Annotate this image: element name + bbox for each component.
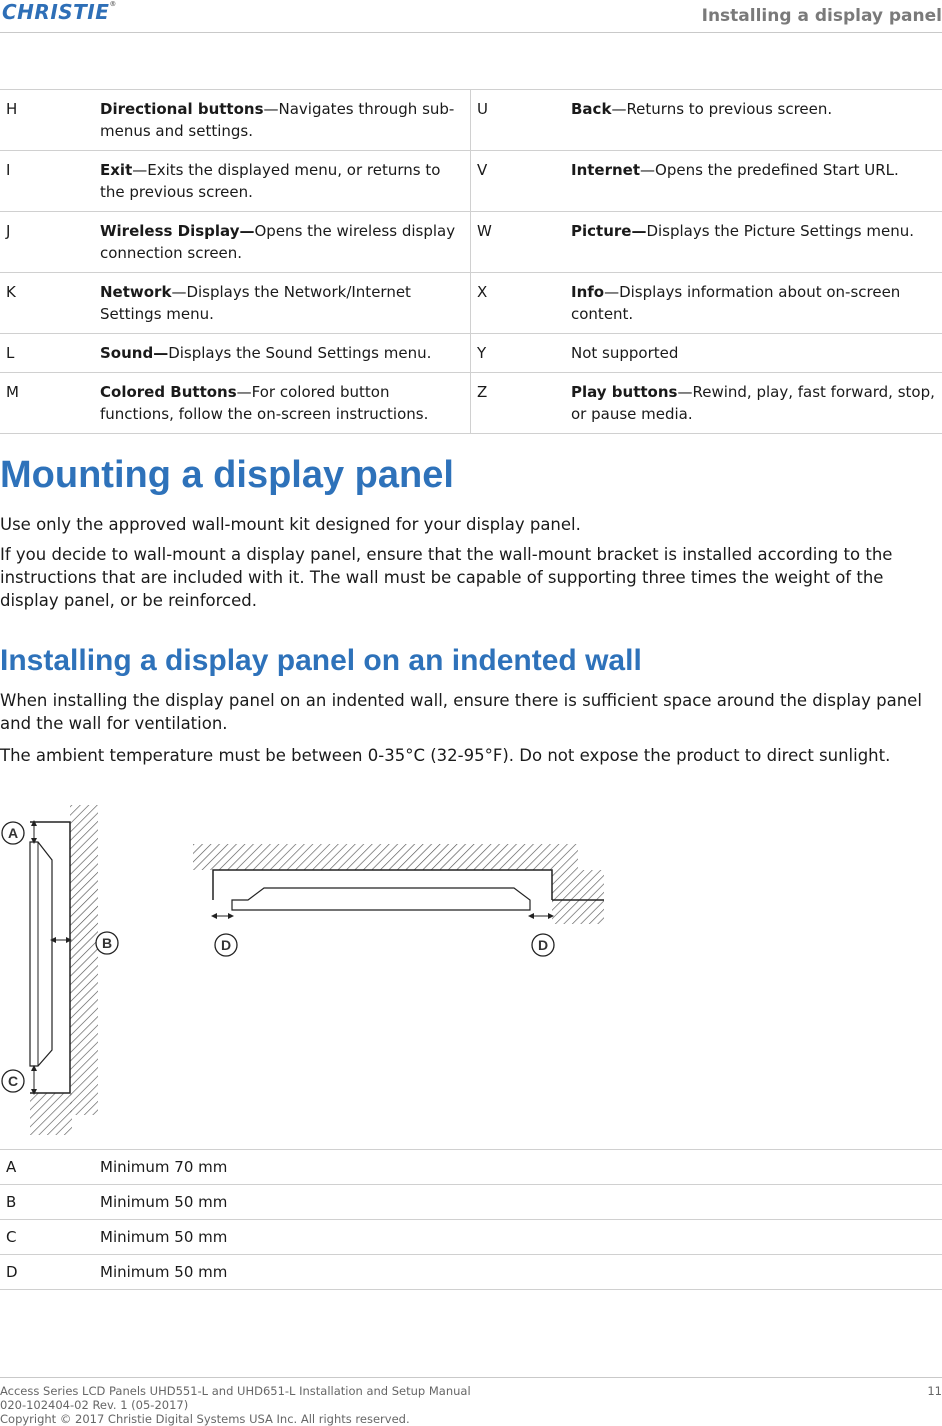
key-text: —Returns to previous screen. <box>611 100 833 118</box>
clearance-key: B <box>0 1185 94 1220</box>
key-letter <box>471 334 566 373</box>
label-c: C <box>7 1073 19 1089</box>
label-a: A <box>7 825 19 841</box>
key-description <box>94 273 471 334</box>
key-name: Directional buttons <box>100 100 264 118</box>
key-description <box>94 334 471 373</box>
clearance-value: Minimum 50 mm <box>94 1220 942 1255</box>
key-description <box>565 90 942 151</box>
key-letter-text: X <box>477 283 488 301</box>
key-text: —Rewind, play, fast forward, stop, or pause media. <box>571 383 935 423</box>
footer-manual-title: Access Series LCD Panels UHD551-L and UHD651-L Installation and Setup Manual <box>0 1384 471 1398</box>
key-text: —For colored button functions, follow the on-screen instructions. <box>100 383 429 423</box>
key-letter-text: W <box>477 222 492 240</box>
key-text: —Navigates through sub-menus and settings. <box>100 100 455 140</box>
label-d-right: D <box>537 937 549 953</box>
key-letter <box>0 90 94 151</box>
key-description <box>94 373 471 434</box>
indented-para-2: The ambient temperature must be between 0-35°C (32-95°F). Do not expose the product to direct sunlight. <box>0 746 891 765</box>
key-letter-text: M <box>6 383 19 401</box>
key-text: —Exits the displayed menu, or returns to the previous screen. <box>100 161 441 201</box>
table-row <box>0 373 942 434</box>
footer-revision: 020-102404-02 Rev. 1 (05-2017) <box>0 1398 189 1412</box>
key-text: Displays the Sound Settings menu. <box>168 344 432 362</box>
key-description <box>565 273 942 334</box>
key-description <box>565 212 942 273</box>
clearance-key: D <box>0 1255 94 1290</box>
key-letter <box>0 151 94 212</box>
key-letter-text: U <box>477 100 488 118</box>
key-letter <box>0 373 94 434</box>
key-text: —Displays information about on-screen content. <box>571 283 901 323</box>
key-text: Displays the Picture Settings menu. <box>646 222 914 240</box>
clearance-table <box>0 1149 942 1290</box>
table-row <box>0 273 942 334</box>
label-d-left: D <box>220 937 232 953</box>
key-name: Info <box>571 283 605 301</box>
page-footer <box>0 1377 942 1426</box>
side-view <box>2 805 118 1135</box>
key-letter-text: V <box>477 161 488 179</box>
indented-para-1: When installing the display panel on an indented wall, ensure there is sufficient space around the display panel and the wall for ventilation. <box>0 691 922 733</box>
remote-key-table <box>0 89 942 434</box>
key-description <box>94 151 471 212</box>
page-header <box>0 0 942 33</box>
clearance-key: C <box>0 1220 94 1255</box>
table-row <box>0 1220 942 1255</box>
key-letter <box>0 334 94 373</box>
indented-heading: Installing a display panel on an indented wall <box>0 644 642 677</box>
key-letter-text: Y <box>477 344 487 362</box>
key-name: Internet <box>571 161 641 179</box>
top-view <box>193 844 604 956</box>
key-name: Picture— <box>571 222 647 240</box>
key-text: —Displays the Network/Internet Settings menu. <box>100 283 411 323</box>
key-description <box>565 373 942 434</box>
key-letter <box>471 151 566 212</box>
key-text: Not supported <box>571 344 679 362</box>
table-row <box>0 334 942 373</box>
key-letter <box>471 212 566 273</box>
key-text: Opens the wireless display connection screen. <box>100 222 456 262</box>
clearance-value: Minimum 70 mm <box>94 1150 942 1185</box>
key-name: Colored Buttons <box>100 383 237 401</box>
key-letter-text: L <box>6 344 15 362</box>
table-row <box>0 90 942 151</box>
key-letter <box>0 273 94 334</box>
page-number: 11 <box>927 1384 942 1398</box>
key-description <box>94 90 471 151</box>
mounting-heading: Mounting a display panel <box>0 454 454 496</box>
key-letter-text: J <box>6 222 11 240</box>
key-letter-text: Z <box>477 383 488 401</box>
key-letter <box>471 90 566 151</box>
christie-logo: CHRISTIE® <box>2 0 117 24</box>
indented-wall-diagram <box>0 800 620 1140</box>
key-letter <box>471 273 566 334</box>
mounting-para-1: Use only the approved wall-mount kit designed for your display panel. <box>0 515 581 534</box>
key-name: Wireless Display— <box>100 222 255 240</box>
key-name: Back <box>571 100 612 118</box>
table-row <box>0 1185 942 1220</box>
key-letter-text: I <box>6 161 11 179</box>
key-name: Play buttons <box>571 383 678 401</box>
key-name: Network <box>100 283 172 301</box>
footer-copyright: Copyright © 2017 Christie Digital Systems USA Inc. All rights reserved. <box>0 1412 410 1426</box>
mounting-para-2: If you decide to wall-mount a display panel, ensure that the wall-mount bracket is installed according to the instructions that are included with it. The wall must be capable of supporting three times the weight of the display panel, or be reinforced. <box>0 545 893 610</box>
key-letter-text: K <box>6 283 16 301</box>
clearance-value: Minimum 50 mm <box>94 1255 942 1290</box>
table-row <box>0 151 942 212</box>
table-row <box>0 1255 942 1290</box>
clearance-key: A <box>0 1150 94 1185</box>
clearance-value: Minimum 50 mm <box>94 1185 942 1220</box>
key-letter <box>471 373 566 434</box>
key-description <box>565 151 942 212</box>
key-name: Exit <box>100 161 133 179</box>
key-letter <box>0 212 94 273</box>
label-b: B <box>101 935 113 951</box>
key-name: Sound— <box>100 344 169 362</box>
table-row <box>0 1150 942 1185</box>
key-text: —Opens the predefined Start URL. <box>640 161 899 179</box>
table-row <box>0 212 942 273</box>
header-title: Installing a display panel <box>701 6 942 26</box>
key-description <box>565 334 942 373</box>
key-letter-text: H <box>6 100 18 118</box>
key-description <box>94 212 471 273</box>
